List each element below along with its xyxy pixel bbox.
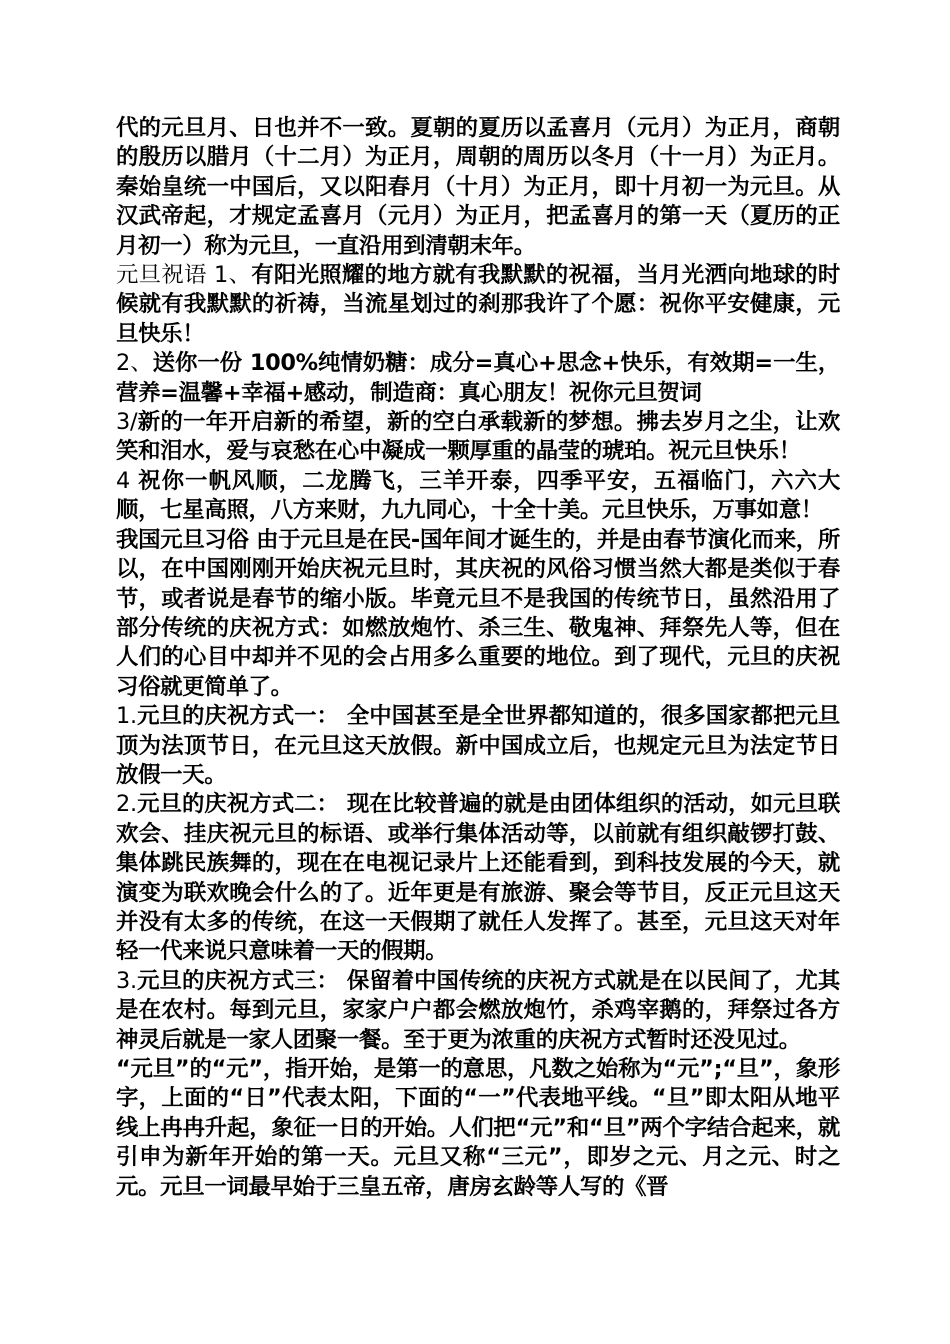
paragraph-text: 我国元旦习俗 由于元旦是在民-国年间才诞生的，并是由春节演化而来，所以，在中国刚刚开始庆祝元旦时，其庆祝的风俗习惯当然大都是类似于春节，或者说是春节的缩小版。毕竟元旦不是我国的传统节日，虽然沿用了部分传统的庆祝方式：如燃放炮竹、杀三生、敬鬼神、拜祭先人等，但在人们的心目中却并不见的会占用多么重要的地位。到了现代，元旦的庆祝习俗就更简单了。: [116, 526, 840, 700]
paragraph-lead: 3.: [116, 967, 137, 994]
paragraph-text: 祝你一帆风顺，二龙腾飞，三羊开泰，四季平安，五福临门，六六大顺，七星高照，八方来财，九九同心，十全十美。元旦快乐，万事如意！: [116, 467, 841, 524]
paragraph-celebration-3: [116, 967, 840, 1055]
paragraph-calendar-history: [116, 114, 840, 261]
paragraph-lead: 元旦祝语 1、: [116, 262, 252, 289]
paragraph-greeting-1: [116, 261, 840, 349]
paragraph-text: 新的一年开启新的希望，新的空白承载新的梦想。拂去岁月之尘，让欢笑和泪水，爱与哀愁在心中凝成一颗厚重的晶莹的琥珀。祝元旦快乐！: [116, 409, 840, 465]
paragraph-lead: 3/: [116, 409, 138, 436]
paragraph-celebration-2: [116, 790, 840, 966]
paragraph-lead: 4: [116, 467, 139, 494]
paragraph-greeting-4: [116, 467, 840, 526]
document-body: [116, 114, 840, 1202]
paragraph-text: 有阳光照耀的地方就有我默默的祝福，当月光洒向地球的时候就有我默默的祈祷，当流星划过的刹那我许了个愿：祝你平安健康，元旦快乐！: [116, 262, 840, 347]
paragraph-lead: 2.: [116, 791, 137, 818]
paragraph-lead: 1.: [116, 703, 137, 730]
paragraph-text: 元旦的庆祝方式二： 现在比较普遍的就是由团体组织的活动，如元旦联欢会、挂庆祝元旦的标语、或举行集体活动等，以前就有组织敲锣打鼓、集体跳民族舞的，现在在电视记录片上还能看到，到科技发展的今天，就演变为联欢晚会什么的了。近年更是有旅游、聚会等节目，反正元旦这天并没有太多的传统，在这一天假期了就任人发挥了。甚至，元旦这天对年轻一代来说只意味着一天的假期。: [116, 791, 840, 965]
paragraph-text: 送你一份 100%纯情奶糖：成分=真心+思念+快乐，有效期=一生，营养=温馨+幸福+感动，制造商：真心朋友！祝你元旦贺词: [116, 350, 840, 406]
paragraph-celebration-1: [116, 702, 840, 790]
paragraph-text: 代的元旦月、日也并不一致。夏朝的夏历以孟喜月（元月）为正月，商朝的殷历以腊月（十二月）为正月，周朝的周历以冬月（十一月）为正月。秦始皇统一中国后，又以阳春月（十月）为正月，即十月初一为元旦。从汉武帝起，才规定孟喜月（元月）为正月，把孟喜月的第一天（夏历的正月初一）称为元旦，一直沿用到清朝末年。: [116, 115, 840, 259]
paragraph-text: 元旦的庆祝方式一： 全中国甚至是全世界都知道的，很多国家都把元旦顶为法顶节日，在元旦这天放假。新中国成立后，也规定元旦为法定节日放假一天。: [116, 703, 840, 788]
paragraph-greeting-2: [116, 349, 840, 408]
paragraph-customs: [116, 526, 840, 702]
paragraph-meaning: [116, 1055, 840, 1202]
paragraph-lead: 2、: [116, 350, 153, 377]
paragraph-text: “元旦”的“元”，指开始，是第一的意思，凡数之始称为“元”;“旦”，象形字，上面的“日”代表太阳，下面的“一”代表地平线。“旦”即太阳从地平线上冉冉升起，象征一日的开始。人们把“元”和“旦”两个字结合起来，就引申为新年开始的第一天。元旦又称“三元”，即岁之元、月之元、时之元。元旦一词最早始于三皇五帝，唐房玄龄等人写的《晋: [116, 1056, 840, 1200]
paragraph-text: 元旦的庆祝方式三： 保留着中国传统的庆祝方式就是在以民间了，尤其是在农村。每到元旦，家家户户都会燃放炮竹，杀鸡宰鹅的，拜祭过各方神灵后就是一家人团聚一餐。至于更为浓重的庆祝方式暂时还没见过。: [116, 967, 840, 1053]
paragraph-greeting-3: [116, 408, 840, 467]
